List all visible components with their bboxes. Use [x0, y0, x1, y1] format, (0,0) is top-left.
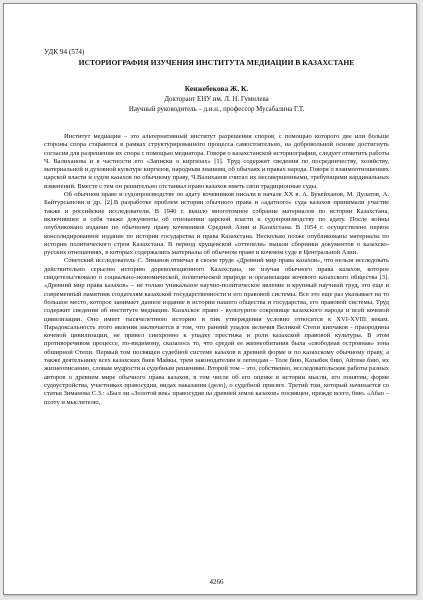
page-number: 4266 — [209, 578, 224, 586]
paragraph-1: Институт медиации – это альтернативный институт разрешения споров, с помощью которого две или больше стороны спора стараются в рамках структурированного процесса самостоятельно, на добровольной основе достигнуть согласия для разрешения их спора с помощью медиатора. Говоря о казахстанской историографии, следует отметить работы Ч. Валиханова и в частности его «Записки о киргизах» [1]. Труд содержит сведения по посредничеству, хозяйству, материальной и духовной культуре киргизов, народным знаниям, об обычаях и правах народа. Говоря о взаимоотношениях царской власти и судов казахов по обычному праву, Ч.Валиханов считал их несовершенными, требующими кардинальных изменений. Вместе с тем он решительно отстаивал право казахов иметь свои традиционные суды. — [44, 133, 390, 190]
author-affiliation — [44, 95, 389, 114]
paragraph-3: Советский исследователь С. Зиманов отмечал в своем труде «Древний мир права казахов», что нельзя исследовать действительно серьезно историю дореволюционного Казахстана, не изучая обычного права казахов, которое свидетельствовало о социально-экономической, политической природе и организации кочевого казахского общества [3]. «Древний мир права казахов» – не только уникальное научно-политическое явление и крупный научный труд, это еще и современный памятник создателям казахской государственности и его правовой системы. Все это еще раз указывает на то большое место, которое занимает данное издание в истории нашего общества и государства, его правовой системы. Труд содержит сведения об институте медиации. Казахское право - культурное сокровище казахского народа и всей кочевой цивилизации. Оно имеет тысячелетнюю историю и пик утверждения условно относится к XVI-XVIII векам. Парадоксальность этого явления заключается в том, что ранний упадок величия Великой Степи кипчаков - праородины кочевой цивилизации, не привел синхронно к упадку престижа и роли казахской правовой культуры. В этом противоречивом процессе, по-видимому, сказалось то, что средой ее жизнеобитания была «свободная островная» зона обширной Степи. Первый том посвящен судебной системе казахов в древней форме и по казахскому обычному праву, а также деятельнику всех казахских биев Майкы, трем законодателям и легендам – Толе бию, Казыбек бию, Айтеке бию, их жизнеописанию, словам мудрости и судебным решениям. Второй том – это, собственно, исследовательские работы разных авторов о древнем мире обычного права казахов, в том числе об его оценке в истории мысли, его понятии, форме судоустройства, участниках правосудия, видах наказания (дело), о судебной присяге. Третий том, который начинается со статьи Зиманова С.З.: «Был ли «Золотой век» правосудия на древней земле казахов» посвящен, прежде всего, бию. «Абао – поэту и мыслителю, — [44, 257, 389, 406]
article-title: ИСТОРИОГРАФИЯ ИЗУЧЕНИЯ ИНСТИТУТА МЕДИАЦИИ В КАЗАХСТАНЕ — [78, 58, 355, 67]
paragraph-2: Об обычном праве и судопроизводстве по адату кочевников писали в начале XX в. А. Букейханов, М. Дулатов, А. Байтурсынови и др. [2].В разработке проблем истории обычного права и «адатного» суда казахов принимали участие также и российские исследователи. В 1940 г. вышло многотомное собрание материалов по истории Казахстана, включившее в себя также документы об отношении царской власти к судопроизводству по адату. После войны опубликовано издание по обычному праву кочевников Средней Азии и Казахстана. В 1954 г. осуществлено первое консолидированное издание по истории государства и права Казахстана. Несколько позже опубликованы материалы по истории политического строя Казахстана. В период хрущевской «оттепели» вышли сборники документов о казахско-русских отношениях, в которых содержались материалы об обычном праве и кочевом суде в Центральной Азии. — [44, 191, 389, 257]
udk-code: УДК 94 (574) — [44, 48, 85, 56]
author-name: Кенжебекова Ж. К. — [184, 84, 249, 93]
article-body — [44, 133, 389, 407]
author-position: Докторант ЕНУ им. Л. Н. Гумилева — [164, 96, 269, 103]
document-page — [3, 3, 417, 595]
scientific-supervisor: Научный руководитель – д.и.н., профессор Мусабалина Г.Т. — [128, 105, 305, 113]
